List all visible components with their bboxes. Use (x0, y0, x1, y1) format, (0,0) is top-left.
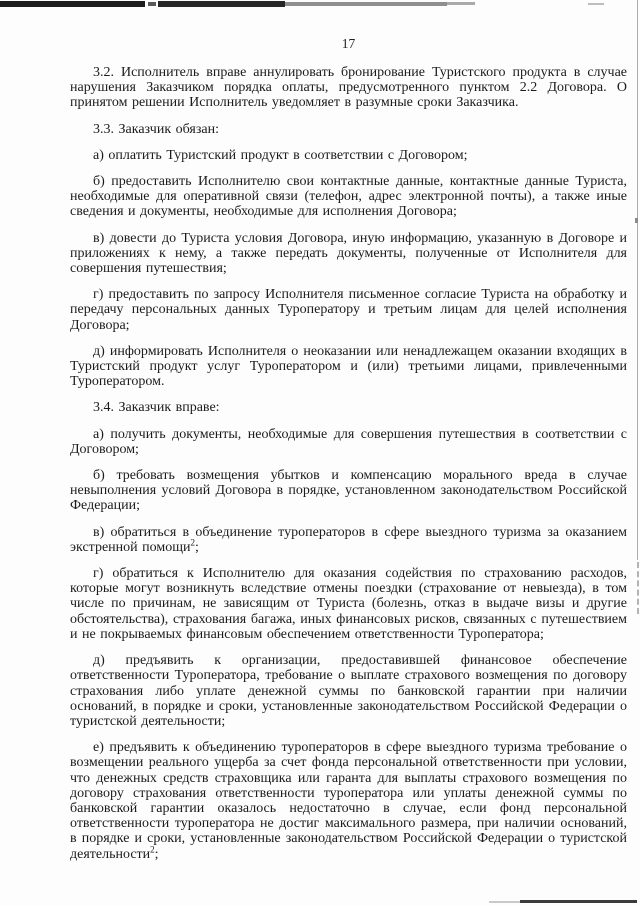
contract-body (70, 65, 627, 862)
clause-3-4-item-g: г) обратиться к Исполнителю для оказания содействия по страхованию расходов, которые могут возникнуть вследствие отмены поездки (страхование от невыезда), в том числе по причинам, не зависящим от Туриста (болезнь, отказ в выдаче визы и другие обстоятельства), страхования багажа, иных финансовых рисков, связанных с путешествием и не покрываемых финансовым обеспечением ответственности Туроператора; (70, 566, 627, 642)
clause-3-4-item-b: б) требовать возмещения убытков и компенсацию морального вреда в случае невыполнения условий Договора в порядке, установленном законодательством Российской Федерации; (70, 468, 627, 514)
clause-suffix: ; (195, 539, 199, 555)
scan-edge-line-right-dashed (637, 562, 639, 614)
clause-3-4-item-v (70, 525, 627, 555)
scan-edge-tick (635, 218, 638, 223)
clause-3-4-item-a: а) получить документы, необходимые для совершения путешествия в соответствии с Договором; (70, 426, 627, 457)
clause-3-3-heading: 3.3. Заказчик обязан: (93, 121, 219, 137)
clause-3-2: 3.2. Исполнитель вправе аннулировать бронирование Туристского продукта в случае нарушения Заказчиком порядка оплаты, предусмотренного пунктом 2.2 Договора. О принятом решении Исполнитель уведомляет в разумные сроки Заказчика. (70, 65, 627, 111)
footnote-marker: 2 (190, 537, 196, 548)
footnote-marker: 2 (150, 843, 155, 854)
clause-3-4-item-d: д) предъявить к организации, предоставившей финансовое обеспечение ответственности Туроператора, требование о выплате страхового возмещения по договору страхования либо уплате денежной суммы по банковской гарантии при наличии оснований, в порядке и сроки, установленные законодательством Российской Федерации о туристской деятельности; (70, 653, 627, 729)
clause-3-3-item-a: а) оплатить Туристский продукт в соответствии с Договором; (93, 147, 468, 163)
clause-3-4-heading: 3.4. Заказчик вправе: (93, 400, 220, 416)
page-number: 17 (341, 36, 356, 51)
text-column (70, 0, 627, 862)
footnote-separator-lead (489, 901, 520, 903)
footnote-separator-line (520, 900, 637, 903)
clause-text: в) обратиться в объединение туроператоров в сфере выездного туризма за оказанием экстренной помощи (70, 524, 627, 555)
clause-3-3-item-v: в) довести до Туриста условия Договора, иную информацию, указанную в Договоре и приложениях к нему, а также передать документы, полученные от Исполнителя для совершения путешествия; (70, 230, 627, 277)
scan-edge-line-right (637, 0, 638, 560)
clause-suffix: ; (154, 846, 159, 862)
clause-3-3-item-b: б) предоставить Исполнителю свои контактные данные, контактные данные Туриста, необходимые для оперативной связи (телефон, адрес электронной почты), а также иные сведения и документы, необходимые для исполнения Договора; (70, 174, 627, 220)
clause-3-3-item-g: г) предоставить по запросу Исполнителя письменное согласие Туриста на обработку и передачу персональных данных Туроператору и третьим лицам для целей исполнения Договора; (70, 287, 627, 333)
clause-3-3-item-d: д) информировать Исполнителя о неоказании или ненадлежащем оказании входящих в Туристский продукт услуг Туроператором и (или) третьими лицами, привлеченными Туроператором. (70, 343, 627, 390)
clause-text: е) предъявить к объединению туроператоров в сфере выездного туризма требование о возмещении реального ущерба за счет фонда персональной ответственности при условии, что денежных средств страховщика или гаранта для выплаты страхового возмещения по договору страхования ответственности туроператора или уплаты денежной суммы по банковской гарантии оказалось недостаточно в случае, если фонд персональной ответственности туроператора не достиг максимального размера, при наличии оснований, в порядке и сроки, установленные законодательством Российской Федерации о туристской деятельности (70, 740, 627, 862)
clause-3-4-item-e (70, 740, 627, 862)
